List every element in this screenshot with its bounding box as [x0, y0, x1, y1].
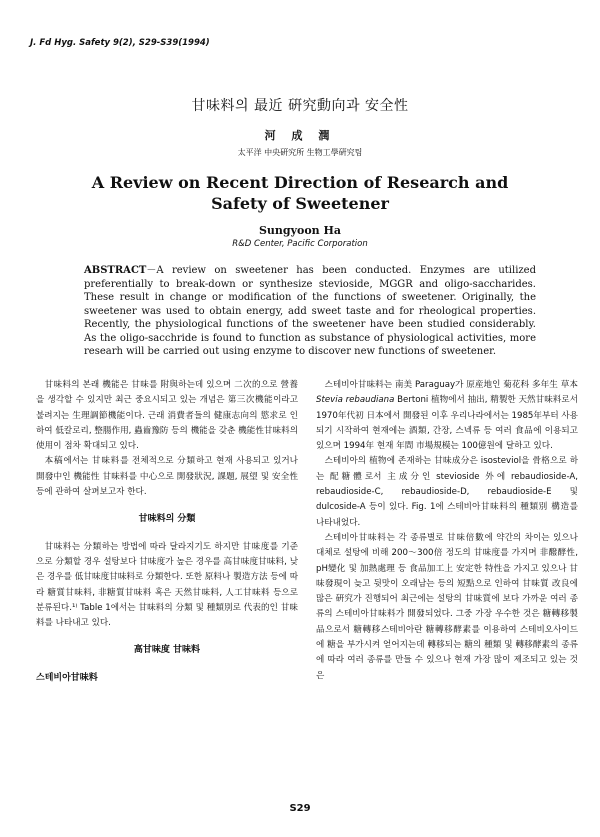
species-name: Stevia rebaudiana [316, 395, 395, 406]
journal-citation: J. Fd Hyg. Safety 9(2), S29-S39(1994) [30, 38, 210, 48]
abstract-text: －A review on sweetener has been conducted. Enzymes are utilized preferentially to break-down or synthesize stevioside, MGGR and oligo-saccharides. These result in change or modification of the functions of sweetener. Originally, the sweetener was used to obtain energy, add sweet taste and for rheological properties. Recently, the physiological functions of the sweetener have been studied considerably. As the oligo-sacchride is found to function as substance of physiological activities, more researh will be carried out using enzyme to discover new functions of sweetener. [84, 265, 536, 357]
author-name: Sungyoon Ha [258, 224, 342, 237]
paper-title: A Review on Recent Direction of Research and Safety of Sweetener [91, 173, 509, 213]
intro-paragraph-2: 本稿에서는 甘味料를 전체적으로 分類하고 현재 사용되고 있거나 開發中인 機能性 甘味料를 中心으로 開發狀況, 課題, 展望 및 安全性 등에 관하여 살펴보고자 한다. [36, 456, 298, 498]
intro-paragraph-1: 甘味料의 본래 機能은 甘味를 附與하는데 있으며 二次的으로 營養을 생각할 수 있지만 최근 중요시되고 있는 개념은 第三次機能이라고 불려지는 生理調節機能이다. 근래 消費者들의 健康志向의 慾求로 인하여 低칼로리, 整腸作用, 蟲齒豫防 등의 機能을 갖춘 機能性甘味料의 使用이 점차 확대되고 있다. [36, 380, 298, 452]
stevia-paragraph-2: 스테비아의 植物에 존재하는 甘味成分은 isosteviol을 骨格으로 하는 配糖體로서 主成分인 stevioside 外에 rebaudioside-A, rebaudioside-C, rebaudioside-D, rebaudioside-E 및 dulcoside-A 등이 있다. Fig. 1에 스테비아甘味料의 種類別 構造를 나타내었다. [316, 456, 578, 528]
section-heading-high-intensity: 高甘味度 甘味料 [133, 645, 201, 656]
stevia-p1-start: 스테비아甘味料는 南美 Paraguay가 原産地인 菊花科 多年生 草本 [324, 380, 578, 390]
section-heading-classification: 甘味料의 分類 [138, 514, 196, 525]
stevia-p1-end: Bertoni 植物에서 抽出, 精製한 天然甘味料로서 1970年代初 日本에서 開發된 이후 우리나라에서는 1985年부터 사용되기 시작하여 현재에는 酒類, 간장, 스넥류 등 여러 食品에 이용되고 있으며 1994年 현재 年間 市場規模는 100億원에 달하고 있다. [316, 395, 579, 452]
korean-title: 甘味料의 最近 硏究動向과 安全性 [191, 98, 409, 114]
stevia-paragraph-3: 스테비아甘味料는 각 종류별로 甘味倍數에 약간의 차이는 있으나 대체로 설탕에 비해 200～300倍 정도의 甘味度를 가지며 非醱酵性, pH變化 및 加熱處理 등 食品加工上 安定한 特性을 가지고 있으나 甘味發現이 늦고 뒷맛이 오래남는 등의 短點으로 인하여 甘味質 改良에 많은 硏究가 진행되어 최근에는 설탕의 甘味質에 보다 가까운 여러 종류의 스테비아甘味料가 開發되었다. 그중 가장 우수한 것은 糖轉移製品으로서 糖轉移스테비아란 糖轉移酵素를 이용하여 스테비오사이드에 糖을 부가시켜 얻어지는데 轉移되는 糖의 種類 및 轉移酵素의 종류에 따라 여러 종류를 만들 수 있으나 현재 가장 많이 제조되고 있는 것은 [316, 532, 578, 681]
abstract-label: ABSTRACT [84, 265, 147, 276]
classification-paragraph: 甘味料는 分類하는 방법에 따라 달라지기도 하지만 甘味度를 기준으로 分類할 경우 설탕보다 甘味度가 높은 경우를 高甘味度甘味料, 낮은 경우를 低甘味度甘味料로 分類한다. 또한 原料나 製造方法 등에 따라 糖質甘味料, 非糖質甘味料 혹은 天然甘味料, 人工甘味料 등으로 분류된다.¹⁾ Table 1에서는 甘味料의 分類 및 種類別로 代表的인 甘味料를 나타내고 있다. [36, 541, 298, 629]
korean-author: 河 成 潤 [264, 129, 336, 142]
subsection-heading-stevia: 스테비아甘味料 [36, 672, 98, 683]
left-column [36, 378, 298, 686]
abstract [84, 264, 536, 359]
korean-affiliation: 太平洋 中央硏究所 生物工學硏究팀 [237, 148, 363, 157]
right-column [316, 378, 578, 684]
stevia-paragraph-1 [316, 378, 578, 454]
page-number: S29 [289, 803, 311, 814]
author-affiliation: R&D Center, Pacific Corporation [232, 239, 368, 249]
